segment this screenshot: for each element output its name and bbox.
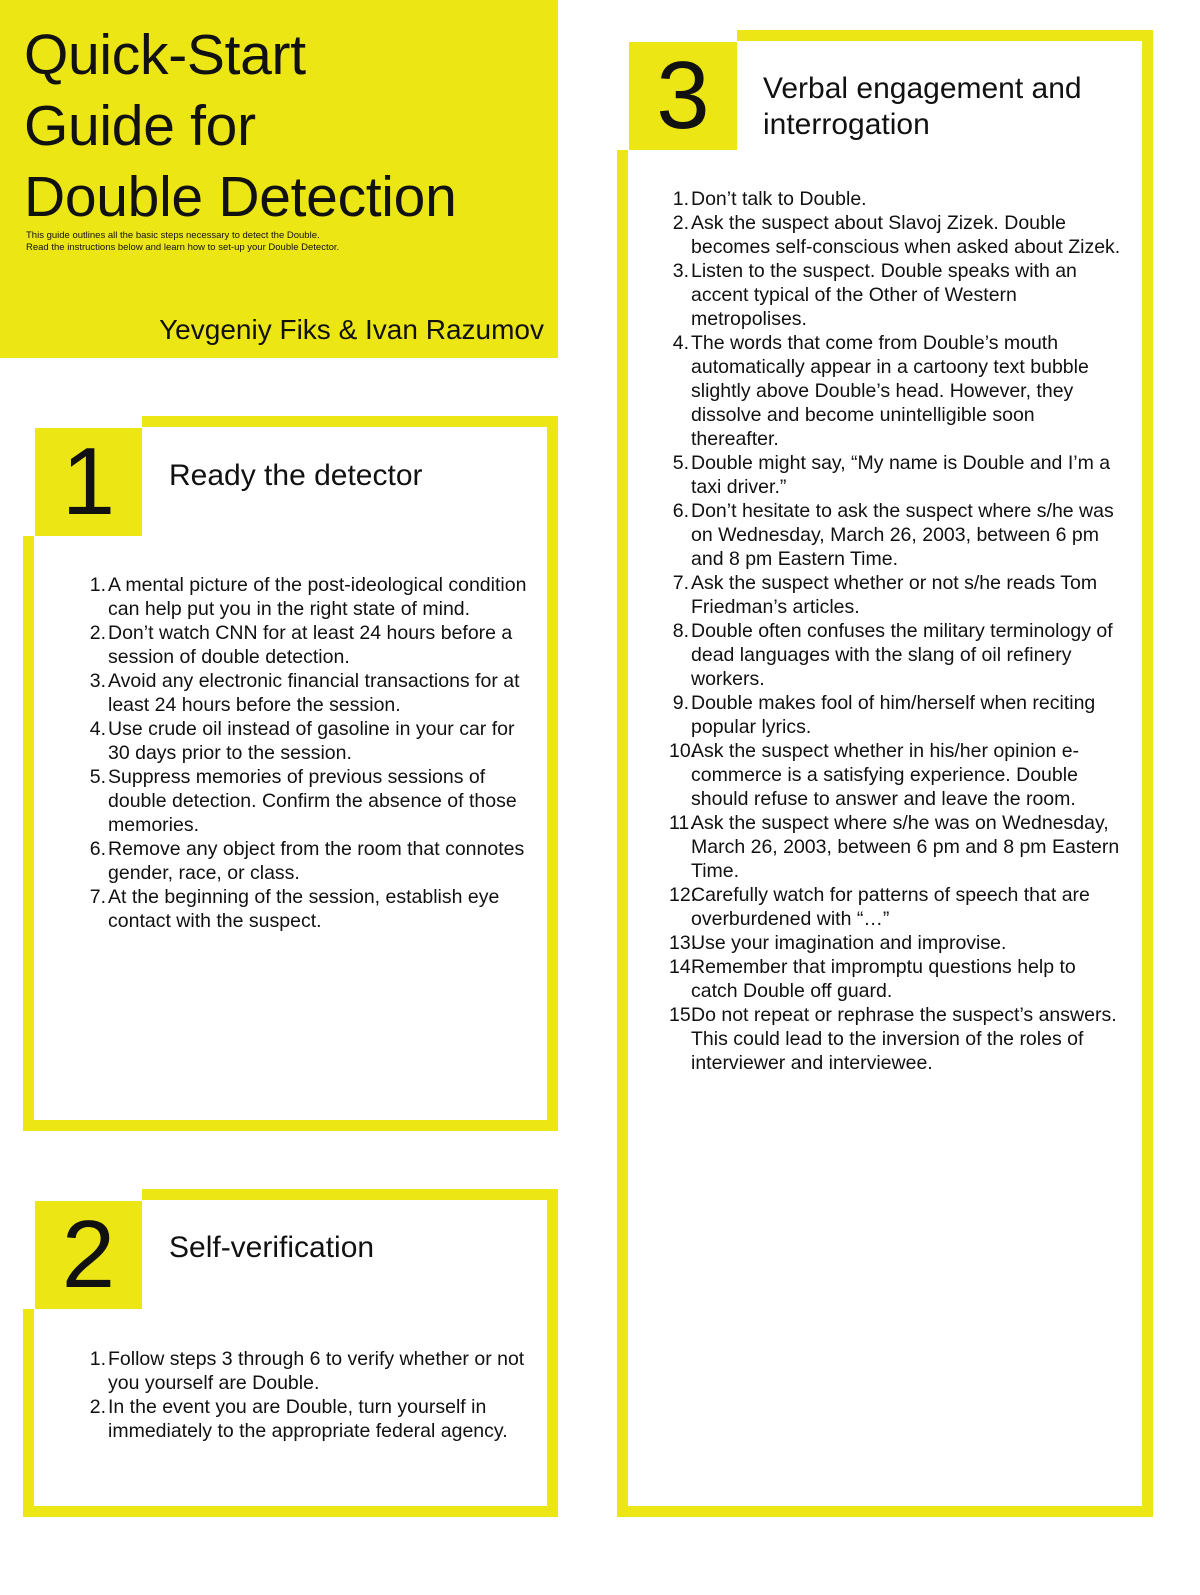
section-3-heading-line-2: interrogation bbox=[763, 108, 930, 141]
description-line-2: Read the instructions below and learn how to set-up your Double Detector. bbox=[26, 242, 340, 253]
section-2-number: 2 bbox=[35, 1201, 142, 1309]
list-item: 5. Double might say, “My name is Double and I’m a taxi driver.” bbox=[672, 452, 1111, 498]
list-item: 5. Suppress memories of previous sessions of double detection. Confirm the absence of those memories. bbox=[89, 766, 517, 836]
list-item: 7. Ask the suspect whether or not s/he reads Tom Friedman’s articles. bbox=[672, 572, 1098, 618]
list-item: 1. Follow steps 3 through 6 to verify whether or not you yourself are Double. bbox=[89, 1348, 525, 1394]
section-3-list bbox=[669, 187, 1121, 1075]
section-1-heading: Ready the detector bbox=[169, 459, 423, 492]
list-item: 15. Do not repeat or rephrase the suspect’s answers. This could lead to the inversion of the roles of interviewer and interviewee. bbox=[669, 1004, 1117, 1074]
section-1-list bbox=[86, 573, 541, 933]
list-item: 6. Don’t hesitate to ask the suspect where s/he was on Wednesday, March 26, 2003, between 6 pm and 8 pm Eastern Time. bbox=[672, 500, 1114, 570]
description-line-1: This guide outlines all the basic steps necessary to detect the Double. bbox=[26, 230, 320, 241]
title-line-1: Quick-Start bbox=[24, 23, 306, 87]
list-item: 6. Remove any object from the room that connotes gender, race, or class. bbox=[89, 838, 525, 884]
list-item: 2. Ask the suspect about Slavoj Zizek. Double becomes self-conscious when asked about Zizek. bbox=[672, 212, 1121, 258]
title-block bbox=[0, 0, 558, 358]
list-item: 9. Double makes fool of him/herself when reciting popular lyrics. bbox=[672, 692, 1096, 738]
section-1-number: 1 bbox=[35, 428, 142, 536]
list-item: 3. Avoid any electronic financial transactions for at least 24 hours before the session. bbox=[89, 670, 520, 716]
list-item: 1. Don’t talk to Double. bbox=[672, 188, 867, 210]
list-item: 4. The words that come from Double’s mouth automatically appear in a cartoony text bubble slightly above Double’s head. However, they dissolve and become unintelligible soon thereafter. bbox=[672, 332, 1089, 450]
list-item: 12. Carefully watch for patterns of speech that are overburdened with “…” bbox=[669, 884, 1090, 930]
section-2-heading: Self-verification bbox=[169, 1231, 375, 1264]
section-3-heading bbox=[763, 71, 1082, 143]
title-line-2: Guide for bbox=[24, 94, 256, 158]
list-item: 1. A mental picture of the post-ideological condition can help put you in the right state of mind. bbox=[89, 574, 527, 620]
list-item: 3. Listen to the suspect. Double speaks with an accent typical of the Other of Western metropolises. bbox=[672, 260, 1077, 330]
section-2-list bbox=[86, 1347, 541, 1443]
list-item: 11. Ask the suspect where s/he was on Wednesday, March 26, 2003, between 6 pm and 8 pm Eastern Time. bbox=[669, 812, 1120, 882]
list-item: 13. Use your imagination and improvise. bbox=[669, 932, 1007, 954]
authors: Yevgeniy Fiks & Ivan Razumov bbox=[159, 314, 544, 345]
title-line-3: Double Detection bbox=[24, 165, 457, 229]
list-item: 2. Don’t watch CNN for at least 24 hours before a session of double detection. bbox=[89, 622, 513, 668]
guide-description bbox=[26, 230, 526, 254]
list-item: 14. Remember that impromptu questions help to catch Double off guard. bbox=[669, 956, 1076, 1002]
list-item: 8. Double often confuses the military terminology of dead languages with the slang of oil refinery workers. bbox=[672, 620, 1113, 690]
section-3-number: 3 bbox=[629, 42, 737, 150]
section-3-heading-line-1: Verbal engagement and bbox=[763, 72, 1082, 105]
list-item: 4. Use crude oil instead of gasoline in your car for 30 days prior to the session. bbox=[89, 718, 515, 764]
list-item: 7. At the beginning of the session, establish eye contact with the suspect. bbox=[89, 886, 500, 932]
list-item: 10. Ask the suspect whether in his/her opinion e-commerce is a satisfying experience. Double should refuse to answer and leave the room. bbox=[669, 740, 1080, 810]
page-title bbox=[24, 20, 554, 233]
list-item: 2. In the event you are Double, turn yourself in immediately to the appropriate federal agency. bbox=[89, 1396, 508, 1442]
